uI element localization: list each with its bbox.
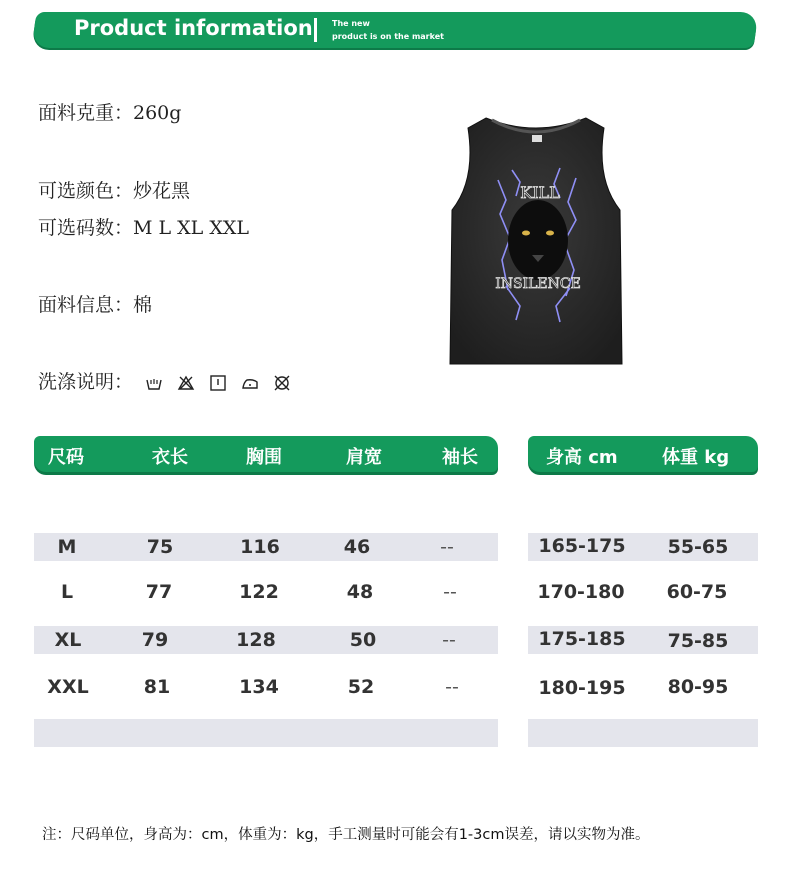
cell-size: XL <box>54 629 82 651</box>
tank-top-image <box>436 110 636 372</box>
hand-wash-icon <box>145 374 163 392</box>
spec-weight: 面料克重：260g <box>38 102 182 124</box>
svg-text:KILL: KILL <box>520 183 560 202</box>
spec-wash <box>38 367 291 394</box>
spec-sizes: 可选码数：M L XL XXL <box>38 217 250 239</box>
cell-size: XXL <box>47 676 89 698</box>
cell-height: 170-180 <box>537 581 625 603</box>
cell-weight: 80-95 <box>667 676 729 698</box>
cell-height: 175-185 <box>538 628 626 650</box>
cell-shoulder: 50 <box>349 629 377 651</box>
cell-length: 79 <box>141 629 169 651</box>
cell-chest: 128 <box>236 629 276 651</box>
cell-shoulder: 48 <box>346 581 374 603</box>
cell-length: 81 <box>143 676 171 698</box>
wash-label: 洗涤说明： <box>38 371 134 393</box>
cell-weight: 60-75 <box>666 581 728 603</box>
col-shoulder: 肩宽 <box>346 447 382 468</box>
cell-size: L <box>60 581 74 603</box>
table-row-bg <box>528 719 758 747</box>
cell-sleeve: -- <box>445 676 459 698</box>
cell-weight: 75-85 <box>667 630 729 652</box>
header-banner <box>31 12 758 48</box>
cell-chest: 122 <box>239 581 279 603</box>
cell-height: 180-195 <box>538 677 626 699</box>
spec-material: 面料信息：棉 <box>38 294 153 316</box>
table-row-bg <box>34 719 498 747</box>
cell-sleeve: -- <box>442 629 456 651</box>
measurement-note: 注：尺码单位，身高为：cm，体重为：kg，手工测量时可能会有1-3cm误差，请以实物为准。 <box>42 827 650 843</box>
banner-divider <box>314 18 317 42</box>
cell-length: 75 <box>146 536 174 558</box>
cell-chest: 116 <box>240 536 280 558</box>
col-weight: 体重 kg <box>662 447 730 468</box>
size-table-header <box>34 436 498 472</box>
fit-table-header <box>528 436 758 472</box>
spec-colors: 可选颜色：炒花黑 <box>38 180 191 202</box>
dry-flat-icon <box>209 374 227 392</box>
svg-text:INSILENCE: INSILENCE <box>495 276 581 292</box>
cell-size: M <box>57 536 77 558</box>
col-size: 尺码 <box>48 447 84 468</box>
no-dry-clean-icon <box>273 374 291 392</box>
col-chest: 胸围 <box>246 447 282 468</box>
low-iron-icon <box>241 374 259 392</box>
cell-sleeve: -- <box>443 581 457 603</box>
col-height: 身高 cm <box>546 447 618 468</box>
no-bleach-icon <box>177 374 195 392</box>
cell-chest: 134 <box>239 676 279 698</box>
col-sleeve: 袖长 <box>442 447 478 468</box>
cell-weight: 55-65 <box>667 536 729 558</box>
banner-title: Product information <box>74 16 313 40</box>
cell-height: 165-175 <box>538 535 626 557</box>
col-length: 衣长 <box>152 447 188 468</box>
cell-shoulder: 52 <box>347 676 375 698</box>
banner-subtitle: The new product is on the market <box>332 19 444 41</box>
cell-sleeve: -- <box>440 536 454 558</box>
cell-shoulder: 46 <box>343 536 371 558</box>
cell-length: 77 <box>145 581 173 603</box>
